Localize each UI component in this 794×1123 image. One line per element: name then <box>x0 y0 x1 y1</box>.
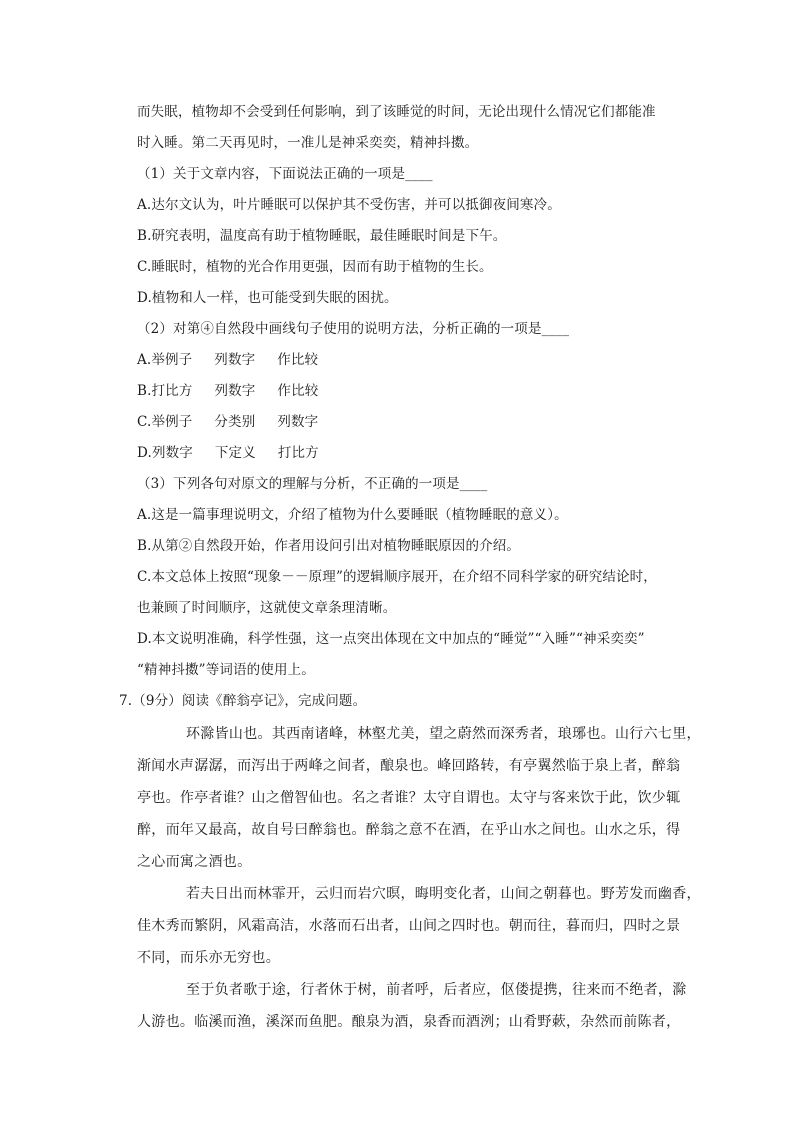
passage-p2-line-1: 若夫日出而林霏开，云归而岩穴暝，晦明变化者，山间之朝暮也。野芳发而幽香， <box>186 886 701 902</box>
q3-stem: （3）下列各句对原文的理解与分析，不正确的一项是____ <box>137 476 488 492</box>
q3-option-c-line-2: 也兼顾了时间顺序，这就使文章条理清晰。 <box>137 600 397 616</box>
passage-p2-line-3: 不同，而乐亦无穷也。 <box>137 950 280 966</box>
option-letter: D. <box>137 445 152 461</box>
q3-option-b: B.从第②自然段开始，作者用设问引出对植物睡眠原因的介绍。 <box>137 538 521 554</box>
option-item: 举例子 <box>151 352 193 368</box>
passage-p3-line-2: 人游也。临溪而渔，溪深而鱼肥。酿泉为酒，泉香而酒洌；山肴野蔌，杂然而前陈者， <box>137 1014 681 1030</box>
q3-option-c-line-1: C.本文总体上按照“现象－－原理”的逻辑顺序展开，在介绍不同科学家的研究结论时， <box>137 569 657 585</box>
intro-line-2: 时入睡。第二天再见时，一准儿是神采奕奕，精神抖擞。 <box>137 135 479 151</box>
option-item: 分类别 <box>214 414 256 430</box>
option-item: 举例子 <box>151 414 193 430</box>
q2-option-b <box>137 381 318 401</box>
intro-line-1: 而失眠，植物却不会受到任何影响，到了该睡觉的时间，无论出现什么情况它们都能准 <box>137 104 656 120</box>
option-item: 列数字 <box>277 414 319 430</box>
question-7-title: 7.（9分）阅读《醉翁亭记》，完成问题。 <box>119 693 367 709</box>
q2-stem: （2）对第④自然段中画线句子使用的说明方法，分析正确的一项是____ <box>137 321 570 337</box>
option-item: 作比较 <box>277 383 319 399</box>
passage-p1-line-1: 环滁皆山也。其西南诸峰，林壑尤美，望之蔚然而深秀者，琅琊也。山行六七里， <box>186 726 701 742</box>
passage-p1-line-4: 醉，而年又最高，故自号曰醉翁也。醉翁之意不在酒，在乎山水之间也。山水之乐，得 <box>137 822 681 838</box>
passage-p1-line-2: 渐闻水声潺潺，而泻出于两峰之间者，酿泉也。峰回路转，有亭翼然临于泉上者，醉翁 <box>137 758 681 774</box>
q3-option-d-line-1: D.本文说明准确，科学性强，这一点突出体现在文中加点的“睡觉”“入睡”“神采奕奕” <box>137 631 645 647</box>
q3-option-d-line-2: “精神抖擞”等词语的使用上。 <box>137 662 315 678</box>
q1-option-d: D.植物和人一样，也可能受到失眠的困扰。 <box>137 290 398 306</box>
option-item: 作比较 <box>277 352 319 368</box>
option-item: 打比方 <box>151 383 193 399</box>
option-letter: C. <box>137 414 152 430</box>
option-item: 列数字 <box>151 445 193 461</box>
option-item: 列数字 <box>214 352 256 368</box>
option-letter: A. <box>137 352 152 368</box>
q1-option-c: C.睡眠时，植物的光合作用更强，因而有助于植物的生长。 <box>137 259 493 275</box>
q1-option-b: B.研究表明，温度高有助于植物睡眠，最佳睡眠时间是下午。 <box>137 228 507 244</box>
passage-p1-line-3: 亭也。作亭者谁？山之僧智仙也。名之者谁？太守自谓也。太守与客来饮于此，饮少辄 <box>137 790 681 806</box>
q3-option-a: A.这是一篇事理说明文，介绍了植物为什么要睡眠（植物睡眠的意义）。 <box>137 507 568 523</box>
q2-option-d <box>137 443 319 463</box>
passage-p2-line-2: 佳木秀而繁阴，风霜高洁，水落而石出者，山间之四时也。朝而往，暮而归，四时之景 <box>137 918 681 934</box>
option-item: 下定义 <box>214 445 256 461</box>
option-item: 列数字 <box>214 383 256 399</box>
q2-option-c <box>137 412 318 432</box>
passage-p3-line-1: 至于负者歌于途，行者休于树，前者呼，后者应，伛偻提携，往来而不绝者，滁 <box>186 982 687 998</box>
q1-stem: （1）关于文章内容，下面说法正确的一项是____ <box>137 166 433 182</box>
q2-option-a <box>137 350 318 370</box>
option-letter: B. <box>137 383 152 399</box>
option-item: 打比方 <box>277 445 319 461</box>
passage-p1-line-5: 之心而寓之酒也。 <box>137 854 252 870</box>
q1-option-a: A.达尔文认为，叶片睡眠可以保护其不受伤害，并可以抵御夜间寒冷。 <box>137 197 561 213</box>
